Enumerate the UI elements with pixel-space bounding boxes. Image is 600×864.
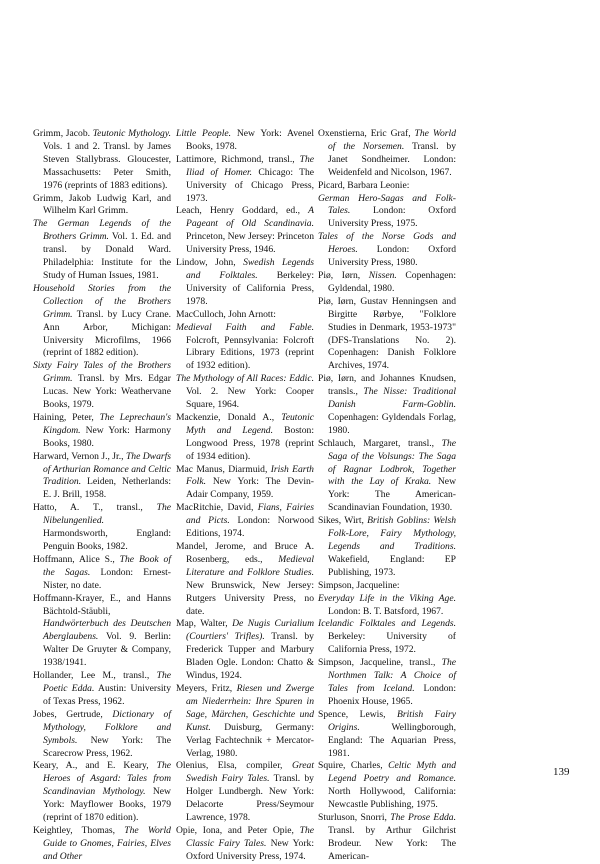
page-number: 139 [553,766,570,778]
bibliography-entry: Keightley, Thomas, The World Guide to Gnomes, Fairies, Elves and Other [33,824,171,862]
bibliography-entry: Little People. New York: Avenel Books, 1978. [176,128,314,152]
bibliography-entry: Grimm, Jakob Ludwig Karl, and Wilhelm Karl Grimm. [33,192,171,217]
bibliography-entry: Grimm, Jacob. Teutonic Mythology. Vols. 1 and 2. Transl. by James Steven Stallybrass. Gloucester, Massachusetts: Peter Smith, 1976 (reprints of 1883 editions). [33,128,171,191]
bibliography-entry: Oxenstierna, Eric Graf, The World of the Norsemen. Transl. by Janet Sondheimer. London: Weidenfeld and Nicolson, 1967. [318,128,456,178]
bibliography-entry: Keary, A., and E. Keary, The Heroes of Asgard: Tales from Scandinavian Mythology. New York: Mayflower Books, 1979 (reprint of 1870 edition). [33,760,171,824]
bibliography-column-3 [318,128,456,864]
bibliography-entry: Meyers, Fritz, Riesen und Zwerge am Niederrhein: Ihre Spuren in Sage, Märchen, Geschichte und Kunst. Duisburg, Germany: Verlag Fachtechnik + Mercator-Verlag, 1980. [176,682,314,759]
bibliography-entry: Simpson, Jacqueline: [318,579,400,591]
bibliography-column-2 [176,128,314,864]
bibliography-entry: Sikes, Wirt, British Goblins: Welsh Folk-Lore, Fairy Mythology, Legends and Traditions. Wakefield, England: EP Publishing, 1973. [318,515,456,578]
bibliography-entry: MacRitchie, David, Fians, Fairies and Picts. London: Norwood Editions, 1974. [176,502,314,540]
bibliography-entry: German Hero-Sagas and Folk-Tales. London: Oxford University Press, 1975. [318,192,456,230]
bibliography-entry: Hatto, A. T., transl., The Nibelungenlied. Harmondsworth, England: Penguin Books, 1982. [33,502,171,552]
bibliography-entry: Spence, Lewis, British Fairy Origins. Wellingborough, England: The Aquarian Press, 1981. [318,708,456,759]
bibliography-entry: Lattimore, Richmond, transl., The Iliad of Homer. Chicago: The University of Chicago Press, 1973. [176,153,314,204]
bibliography-entry: Piø, Iørn, Nissen. Copenhagen: Gyldendal, 1980. [318,269,456,294]
bibliography-entry: Leach, Henry Goddard, ed., A Pageant of Old Scandinavia. Princeton, New Jersey: Princeton University Press, 1946. [176,205,314,256]
bibliography-entry: Sixty Fairy Tales of the Brothers Grimm. Transl. by Mrs. Edgar Lucas. New York: Weathervane Books, 1979. [33,360,171,411]
bibliography-entry: Lindow, John, Swedish Legends and Folktales. Berkeley: University of California Press, 1978. [176,257,314,307]
bibliography-entry: Map, Walter, De Nugis Curialium (Courtiers' Trifles). Transl. by Frederick Tupper and Marbury Bladen Ogle. London: Chatto & Windus, 1924. [176,618,314,682]
bibliography-entry: Piø, Iørn, and Johannes Knudsen, transls., The Nisse: Traditional Danish Farm-Goblin. Copenhagen: Gyldendals Forlag, 1980. [318,373,456,436]
bibliography-entry: Hoffmann-Krayer, E., and Hanns Bächtold-Stäubli, Handwörterbuch des Deutschen Aberglaubens. Vol. 9. Berlin: Walter De Gruyter & Company, 1938/1941. [33,592,171,669]
bibliography-entry: Picard, Barbara Leonie: [318,179,410,191]
bibliography-column-1 [33,128,171,864]
bibliography-entry: Everyday Life in the Viking Age. London: B. T. Batsford, 1967. [318,592,456,617]
bibliography-entry: The German Legends of the Brothers Grimm. Vol. 1. Ed. and transl. by Donald Ward. Philadelphia: Institute for the Study of Human Issues, 1981. [33,218,172,281]
bibliography-entry: Mac Manus, Diarmuid, Irish Earth Folk. New York: The Devin-Adair Company, 1959. [176,463,314,501]
bibliography-entry: Schlauch, Margaret, transl., The Saga of the Volsungs: The Saga of Ragnar Lodbrok, Together with the Lay of Kraka. New York: The American-Scandinavian Foundation, 1930. [318,437,456,514]
bibliography-entry: Icelandic Folktales and Legends. Berkeley: University of California Press, 1972. [318,618,456,656]
bibliography-entry: Mandel, Jerome, and Bruce A. Rosenberg, eds., Medieval Literature and Folklore Studies. New Brunswick, New Jersey: Rutgers University Press, no date. [176,541,314,617]
bibliography-entry: Opie, Iona, and Peter Opie, The Classic Fairy Tales. New York: Oxford University Press, 1974. [176,824,314,862]
bibliography-entry: Olenius, Elsa, compiler, Great Swedish Fairy Tales. Transl. by Holger Lundbergh. New York: Delacorte Press/Seymour Lawrence, 1978. [176,760,314,824]
bibliography-entry: Piø, Iørn, Gustav Henningsen and Birgitte Rørbye, "Folklore Studies in Denmark, 1953-1973" (DFS-Translations No. 2). Copenhagen: Danish Folklore Archives, 1974. [318,295,456,372]
bibliography-entry: Medieval Faith and Fable. Folcroft, Pennsylvania: Folcroft Library Editions, 1973 (reprint of 1932 edition). [176,321,314,372]
bibliography-entry: Sturluson, Snorri, The Prose Edda. Transl. by Arthur Gilchrist Brodeur. New York: The American- [318,812,456,862]
bibliography-entry: Squire, Charles, Celtic Myth and Legend Poetry and Romance. North Hollywood, California: Newcastle Publishing, 1975. [318,760,457,811]
bibliography-entry: Hollander, Lee M., transl., The Poetic Edda. Austin: University of Texas Press, 1962. [33,670,171,707]
bibliography-entry: Haining, Peter, The Leprechaun's Kingdom. New York: Harmony Books, 1980. [33,411,171,449]
bibliography-entry: Tales of the Norse Gods and Heroes. London: Oxford University Press, 1980. [318,231,456,269]
bibliography-entry: Simpson, Jacqueline, transl., The Northmen Talk: A Choice of Tales from Iceland. London: Phoenix House, 1965. [318,657,456,707]
bibliography-entry: Jobes, Gertrude, Dictionary of Mythology, Folklore and Symbols. New York: The Scarecrow Press, 1962. [33,708,171,759]
bibliography-entry: Hoffmann, Alice S., The Book of the Sagas. London: Ernest-Nister, no date. [33,553,171,591]
bibliography-entry: MacCulloch, John Arnott: [176,308,276,320]
bibliography-entry: Mackenzie, Donald A., Teutonic Myth and Legend. Boston: Longwood Press, 1978 (reprint of 1934 edition). [176,411,314,462]
bibliography-entry: The Mythology of All Races: Eddic. Vol. 2. New York: Cooper Square, 1964. [176,373,314,411]
bibliography-entry: Harward, Vernon J., Jr., The Dwarfs of Arthurian Romance and Celtic Tradition. Leiden, Netherlands: E. J. Brill, 1958. [33,450,172,501]
bibliography-entry: Household Stories from the Collection of the Brothers Grimm. Transl. by Lucy Crane. Ann Arbor, Michigan: University Microfilms, 1966 (reprint of 1882 edition). [33,282,171,359]
